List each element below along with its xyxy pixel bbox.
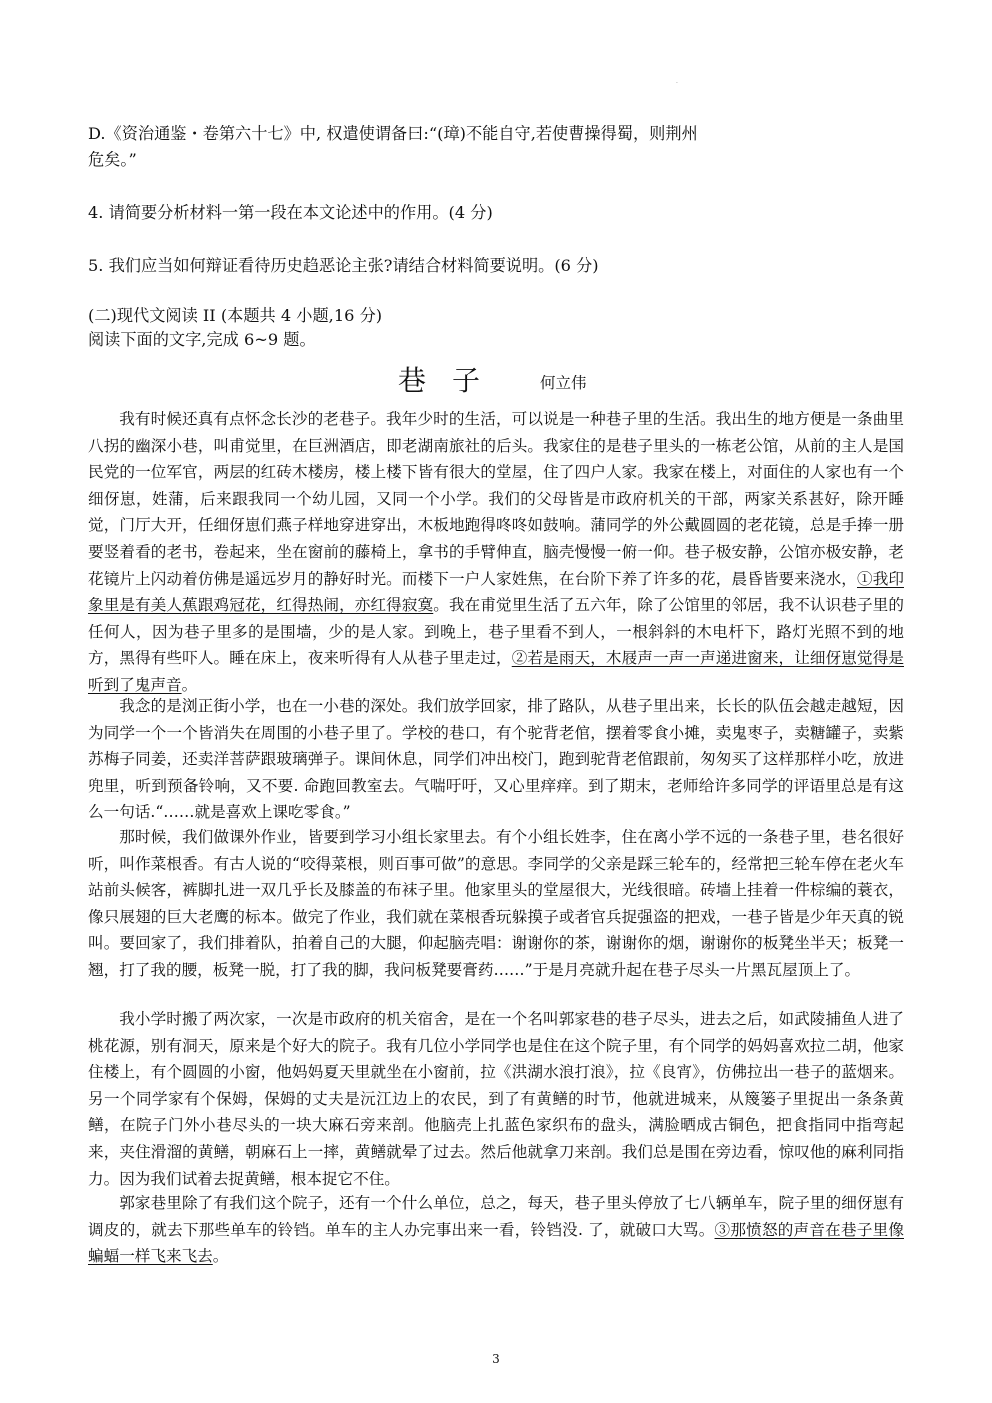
- page-number: 3: [492, 1352, 500, 1366]
- scan-dot: ·: [676, 80, 678, 87]
- paragraph-3: 那时候，我们做课外作业，皆要到学习小组长家里去。有个小组长姓李，住在离小学不远的一条巷子里，巷名很好听，叫作菜根香。有古人说的“咬得菜根，则百事可做”的意思。李同学的父亲是踩三轮车的，经常把三轮车停在老火车站前头候客，裤脚扎进一双几乎长及膝盖的布袜子里。他家里头的堂屋很大，光线很暗。砖墙上挂着一件棕编的蓑衣，像只展翅的巨大老鹰的标本。做完了作业，我们就在菜根香玩躲摸子或者官兵捉强盗的把戏，一巷子皆是少年天真的锐叫。要回家了，我们排着队，拍着自己的大腿，仰起脑壳唱：谢谢你的茶，谢谢你的烟，谢谢你的板凳坐半天；板凳一翘，打了我的腰，板凳一脱，打了我的脚，我问板凳要膏药……”于是月亮就升起在巷子尽头一片黑瓦屋顶上了。: [88, 828, 904, 979]
- underlined-sentence-1: ①我印象里是有美人蕉跟鸡冠花，红得热闹，亦红得寂寞: [88, 569, 904, 615]
- paragraph-4: 我小学时搬了两次家，一次是市政府的机关宿舍，是在一个名叫郭家巷的巷子尽头，进去之后，如武陵捕鱼人进了桃花源，别有洞天，原来是个好大的院子。我有几位小学同学也是住在这个院子里，有个同学的妈妈喜欢拉二胡，他家住楼上，有个圆圆的小窗，他妈妈夏天里就坐在小窗前，拉《洪湖水浪打浪》，拉《良宵》，仿佛拉出一巷子的蓝烟来。另一个同学家有个保姆，保姆的丈夫是沅江边上的农民，到了有黄鳝的时节，他就进城来，从篾篓子里捉出一条条黄鳝，在院子门外小巷尽头的一块大麻石旁来剖。他脑壳上扎蓝色家织布的盘头，满脸晒成古铜色，把食指同中指弯起来，夹住滑溜的黄鳝，朝麻石上一摔，黄鳝就晕了过去。然后他就拿刀来剖。我们总是围在旁边看，惊叹他的麻利同指力。因为我们试着去捉黄鳝，根本捉它不住。: [88, 1010, 904, 1188]
- paragraph-1: 我有时候还真有点怀念长沙的老巷子。我年少时的生活，可以说是一种巷子里的生活。我出生的地方便是一条曲里八拐的幽深小巷，叫甫觉里，在巨洲酒店，即老湖南旅社的后头。我家住的是巷子里头的一栋老公馆，从前的主人是国民党的一位军官，两层的红砖木楼房，楼上楼下皆有很大的堂屋，住了四户人家。我家在楼上，对面住的人家也有一个细伢崽，姓蒲，后来跟我同一个幼儿园，又同一个小学。我们的父母皆是市政府机关的干部，两家关系甚好，除开睡觉，门厅大开，任细伢崽们燕子样地穿进穿出，木板地跑得咚咚如鼓响。蒲同学的外公戴圆圆的老花镜，总是手捧一册要竖着看的老书，卷起来，坐在窗前的藤椅上，拿书的手臂伸直，脑壳慢慢一俯一仰。巷子极安静，公馆亦极安静，老花镜片上闪动着仿佛是遥远岁月的静好时光。而楼下一户人家姓焦，在台阶下养了许多的花，晨昏皆要来浇水，①我印象里是有美人蕉跟鸡冠花，红得热闹，亦红得寂寞。我在甫觉里生活了五六年，除了公馆里的邻居，我不认识巷子里的任何人，因为巷子里多的是围墙，少的是人家。到晚上，巷子里看不到人，一根斜斜的木电杆下，路灯光照不到的地方，黑得有些吓人。睡在床上，夜来听得有人从巷子里走过，②若是雨天，木屐声一声一声递进窗来，让细伢崽觉得是听到了鬼声音。: [88, 410, 904, 694]
- question-4: 4. 请简要分析材料一第一段在本文论述中的作用。(4 分): [88, 203, 493, 222]
- underlined-sentence-2: ②若是雨天，木屐声一声一声递进窗来，让细伢崽觉得是听到了鬼声音: [88, 649, 904, 694]
- section-instruction: 阅读下面的文字,完成 6~9 题。: [88, 330, 316, 349]
- option-d-line2: 危矣。”: [88, 150, 137, 169]
- article-author: 何立伟: [540, 374, 587, 392]
- section-heading: (二)现代文阅读 II (本题共 4 小题,16 分): [88, 306, 383, 325]
- article-title: 巷子: [398, 364, 507, 397]
- paragraph-5: 郭家巷里除了有我们这个院子，还有一个什么单位，总之，每天，巷子里头停放了七八辆单车，院子里的细伢崽有调皮的，就去下那些单车的铃铛。单车的主人办完事出来一看，铃铛没. 了，就破口大骂。③那愤怒的声音在巷子里像蝙蝠一样飞来飞去。: [88, 1194, 904, 1266]
- article-header: [0, 363, 992, 403]
- question-5: 5. 我们应当如何辩证看待历史趋恶论主张?请结合材料简要说明。(6 分): [88, 256, 599, 275]
- paragraph-2: 我念的是浏正街小学，也在一小巷的深处。我们放学回家，排了路队，从巷子里出来，长长的队伍会越走越短，因为同学一个一个皆消失在周围的小巷子里了。学校的巷口，有个驼背老倌，摆着零食小摊，卖鬼枣子，卖糖罐子，卖紫苏梅子同姜，还卖洋菩萨跟玻璃弹子。课间休息，同学们冲出校门，跑到驼背老倌跟前，匆匆买了这样那样小吃，放进兜里，听到预备铃响，又不要. 命跑回教室去。气喘吁吁，又心里痒痒。到了期末，老师给许多同学的评语里总是有这么一句话.“……就是喜欢上课吃零食。”: [88, 697, 904, 822]
- option-d-line1: D.《资治通鉴・卷第六十七》中, 权遣使谓备曰:“(璋)不能自守,若使曹操得蜀，则荆州: [88, 124, 698, 143]
- underlined-sentence-3: ③那愤怒的声音在巷子里像蝙蝠一样飞来飞去: [88, 1220, 904, 1266]
